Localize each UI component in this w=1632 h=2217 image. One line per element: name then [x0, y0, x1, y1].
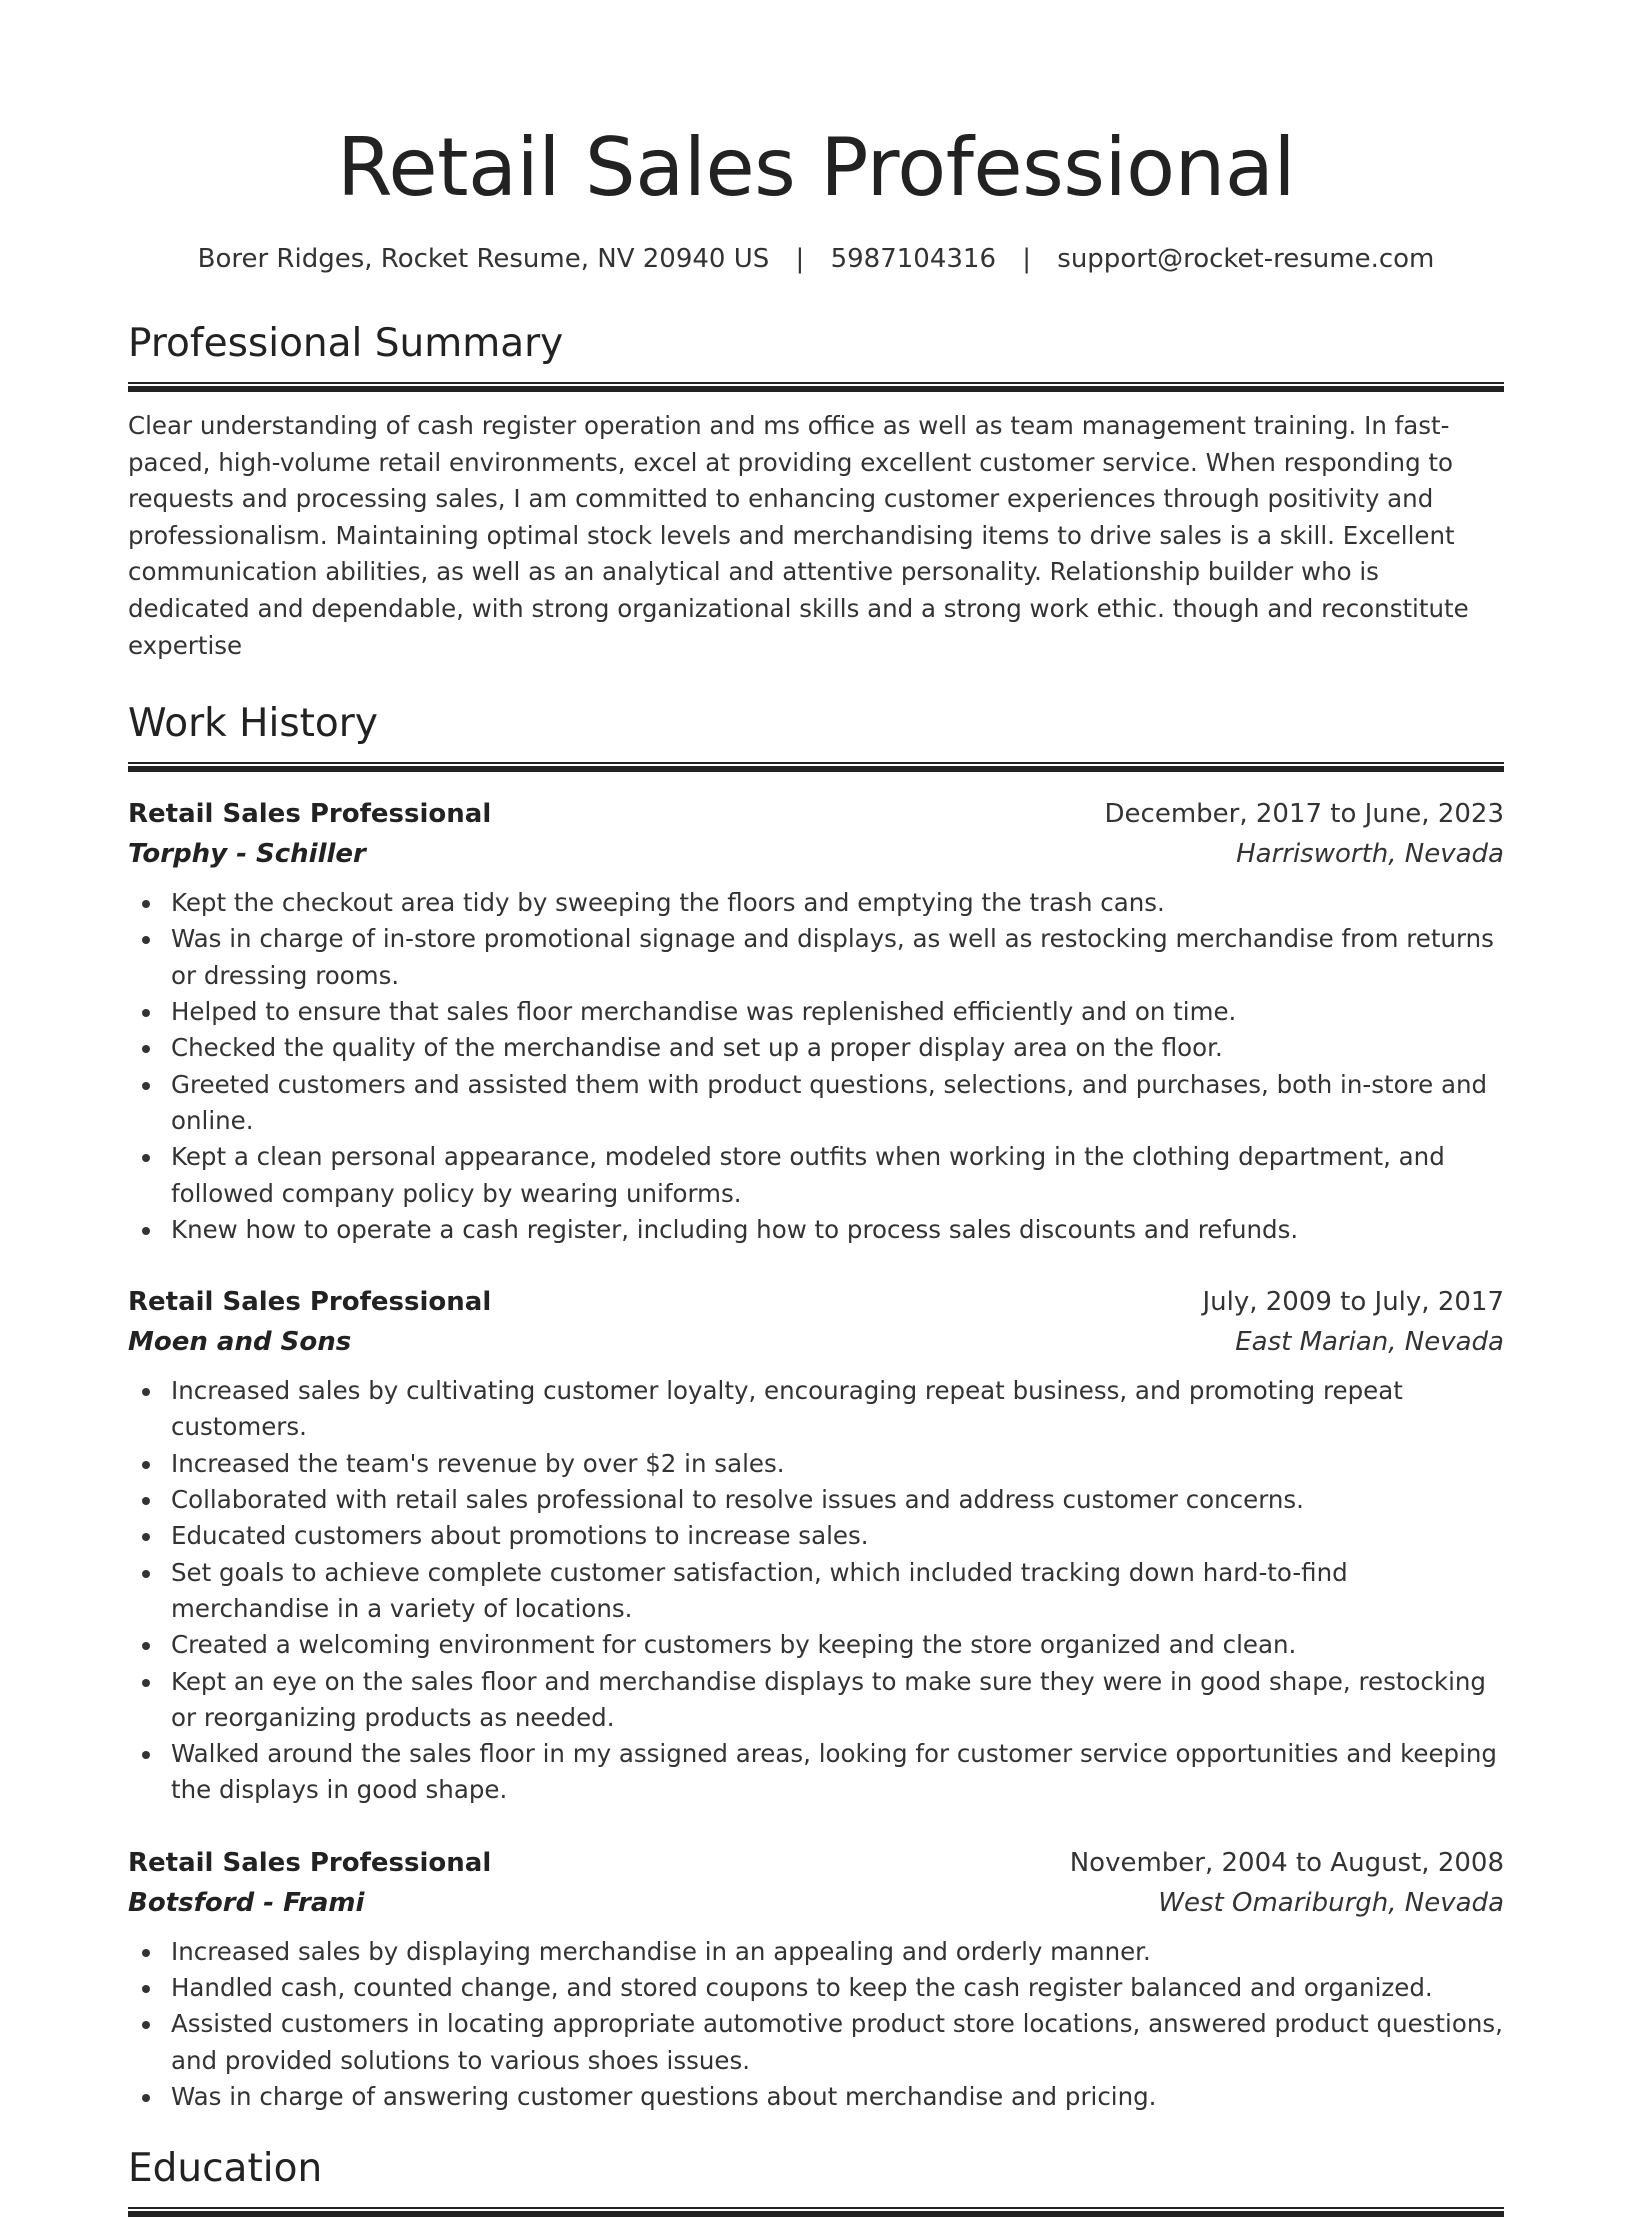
contact-separator: |	[795, 244, 805, 274]
job-bullet: Was in charge of in-store promotional signage and displays, as well as restocking merchandise from returns or dressing rooms.	[128, 921, 1504, 994]
job-bullet: Knew how to operate a cash register, including how to process sales discounts and refunds.	[128, 1212, 1504, 1248]
job-title: Retail Sales Professional	[128, 799, 492, 830]
summary-text: Clear understanding of cash register operation and ms office as well as team management training. In fast-paced, high-volume retail environments, excel at providing excellent customer service. When responding to requests and processing sales, I am committed to enhancing customer experiences through positivity and professionalism. Maintaining optimal stock levels and merchandising items to drive sales is a skill. Excellent communication abilities, as well as an analytical and attentive personality. Relationship builder who is dedicated and dependable, with strong organizational skills and a strong work ethic. though and reconstitute expertise	[128, 411, 1469, 660]
contact-phone: 5987104316	[830, 244, 996, 274]
section-title-education: Education	[128, 2146, 323, 2192]
job-bullet: Handled cash, counted change, and stored coupons to keep the cash register balanced and organized.	[128, 1970, 1504, 2006]
job-dates: November, 2004 to August, 2008	[1069, 1847, 1504, 1878]
job-dates: December, 2017 to June, 2023	[1104, 799, 1504, 830]
job-company: Moen and Sons	[128, 1327, 352, 1358]
job-bullet: Kept a clean personal appearance, modeled store outfits when working in the clothing department, and followed company policy by wearing uniforms.	[128, 1139, 1504, 1212]
job-bullet-list	[128, 1934, 1504, 2115]
work-history-section	[128, 698, 1504, 2115]
job-location: West Omariburgh, Nevada	[1158, 1887, 1504, 1918]
job-title: Retail Sales Professional	[128, 1847, 492, 1878]
job-header-row	[128, 794, 1504, 834]
contact-email: support@rocket-resume.com	[1057, 244, 1435, 274]
section-divider	[128, 762, 1504, 772]
job-bullet: Created a welcoming environment for customers by keeping the store organized and clean.	[128, 1627, 1504, 1663]
job-bullet: Kept the checkout area tidy by sweeping the floors and emptying the trash cans.	[128, 885, 1504, 921]
job-bullet: Educated customers about promotions to increase sales.	[128, 1518, 1504, 1554]
summary-section	[128, 318, 1504, 664]
job-bullet: Walked around the sales floor in my assigned areas, looking for customer service opportunities and keeping the displays in good shape.	[128, 1736, 1504, 1809]
section-title-work-history: Work History	[128, 701, 378, 747]
job-bullet-list	[128, 1373, 1504, 1809]
job-bullet: Helped to ensure that sales floor merchandise was replenished efficiently and on time.	[128, 994, 1504, 1030]
job-entry	[128, 794, 1504, 1248]
job-bullet: Increased the team's revenue by over $2 in sales.	[128, 1446, 1504, 1482]
job-subheader-row	[128, 1883, 1504, 1923]
education-section	[128, 2143, 1504, 2217]
job-entry	[128, 1843, 1504, 2115]
job-bullet: Collaborated with retail sales professional to resolve issues and address customer concerns.	[128, 1482, 1504, 1518]
job-location: East Marian, Nevada	[1235, 1327, 1504, 1358]
job-bullet-list	[128, 885, 1504, 1248]
resume-name: Retail Sales Professional	[336, 121, 1296, 214]
job-bullet: Checked the quality of the merchandise and set up a proper display area on the floor.	[128, 1030, 1504, 1066]
job-header-row	[128, 1843, 1504, 1883]
job-subheader-row	[128, 1322, 1504, 1362]
job-location: Harrisworth, Nevada	[1236, 839, 1504, 870]
job-bullet: Kept an eye on the sales floor and merchandise displays to make sure they were in good shape, restocking or reorganizing products as needed.	[128, 1664, 1504, 1737]
job-bullet: Greeted customers and assisted them with product questions, selections, and purchases, both in-store and online.	[128, 1067, 1504, 1140]
contact-separator: |	[1022, 244, 1032, 274]
job-bullet: Was in charge of answering customer questions about merchandise and pricing.	[128, 2079, 1504, 2115]
contact-line	[128, 242, 1504, 276]
job-bullet: Set goals to achieve complete customer satisfaction, which included tracking down hard-to-find merchandise in a variety of locations.	[128, 1555, 1504, 1628]
section-divider	[128, 382, 1504, 392]
contact-address: Borer Ridges, Rocket Resume, NV 20940 US	[197, 244, 770, 274]
job-bullet: Assisted customers in locating appropriate automotive product store locations, answered product questions, and provided solutions to various shoes issues.	[128, 2006, 1504, 2079]
job-title: Retail Sales Professional	[128, 1287, 492, 1318]
job-bullet: Increased sales by displaying merchandise in an appealing and orderly manner.	[128, 1934, 1504, 1970]
section-title-summary: Professional Summary	[128, 321, 564, 366]
job-bullet: Increased sales by cultivating customer loyalty, encouraging repeat business, and promoting repeat customers.	[128, 1373, 1504, 1446]
job-company: Torphy - Schiller	[128, 839, 366, 870]
job-header-row	[128, 1282, 1504, 1322]
job-dates: July, 2009 to July, 2017	[1202, 1287, 1504, 1318]
job-entry	[128, 1282, 1504, 1809]
section-divider	[128, 2207, 1504, 2217]
job-company: Botsford - Frami	[128, 1887, 365, 1918]
job-subheader-row	[128, 834, 1504, 874]
